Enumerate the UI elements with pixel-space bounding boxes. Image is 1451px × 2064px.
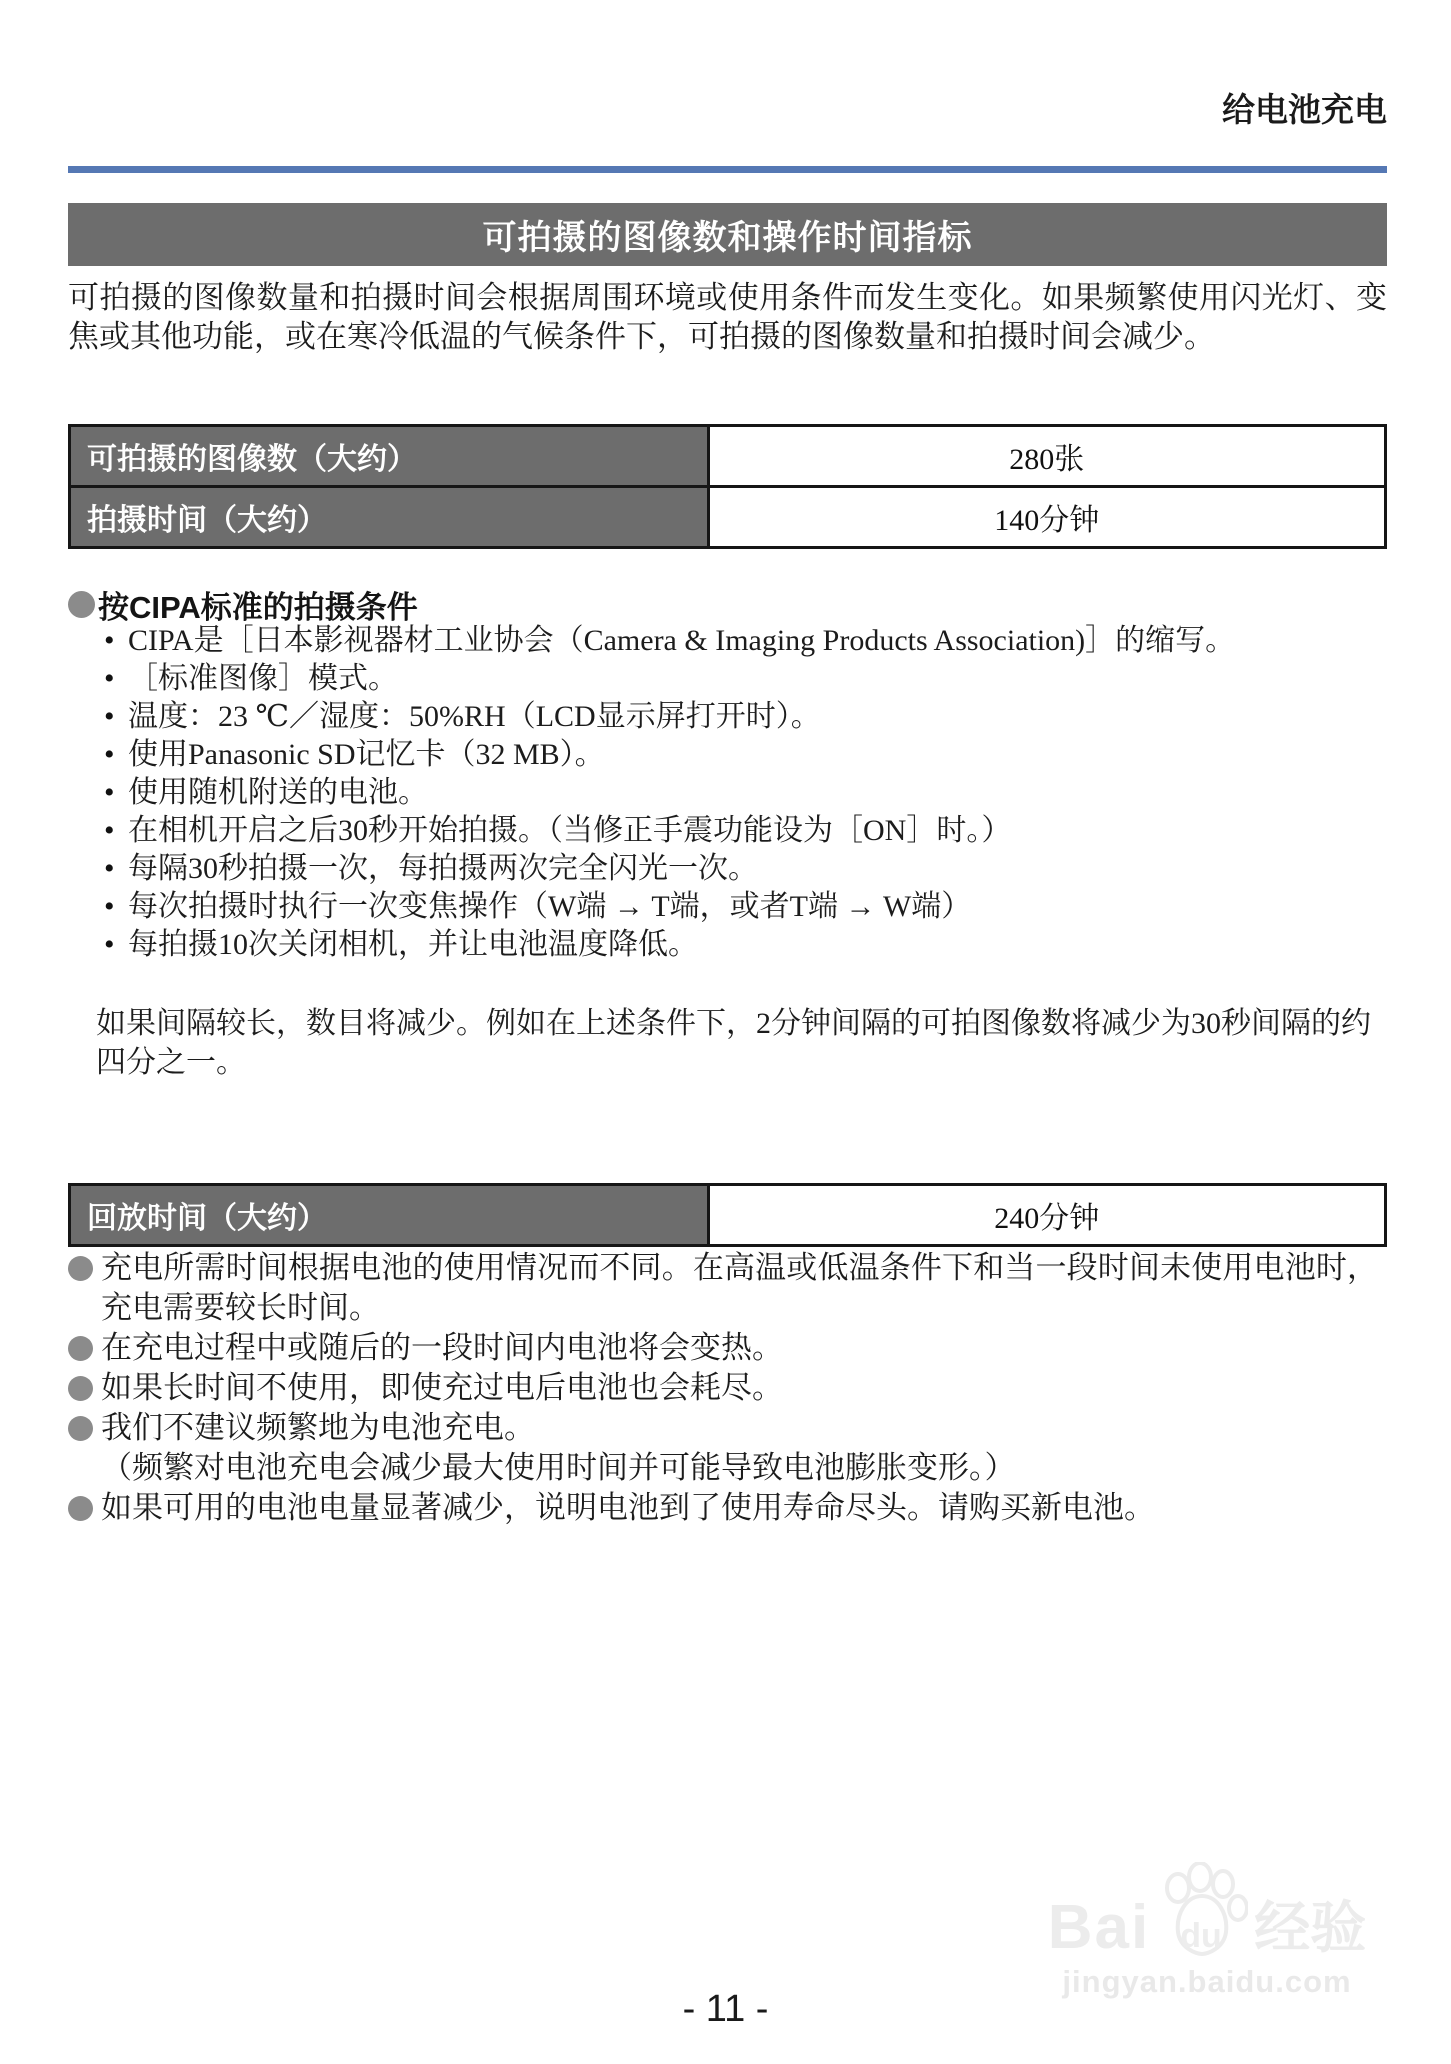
list-item: • 每次拍摄时执行一次变焦操作（W端 → T端，或者T端 → W端） — [102, 888, 1252, 926]
playback-spec-table — [68, 1183, 1387, 1247]
section-bullet-icon — [68, 591, 95, 618]
list-item — [68, 1368, 1378, 1408]
table-row — [70, 426, 1386, 487]
note-bullet-icon — [68, 1256, 93, 1281]
list-item — [68, 1248, 1378, 1328]
watermark-du-text: du — [1180, 1917, 1222, 1955]
table-row — [70, 487, 1386, 548]
intro-paragraph: 可拍摄的图像数量和拍摄时间会根据周围环境或使用条件而发生变化。如果频繁使用闪光灯、变焦或其他功能，或在寒冷低温的气候条件下，可拍摄的图像数量和拍摄时间会减少。 — [68, 280, 1387, 354]
list-item: • 使用Panasonic SD记忆卡（32 MB）。 — [102, 736, 1252, 774]
watermark-url: jingyan.baidu.com — [1062, 1964, 1352, 1999]
row-label-pictures: 可拍摄的图像数（大约） — [70, 426, 709, 487]
note-text: 我们不建议频繁地为电池充电。 — [101, 1410, 535, 1445]
note-bullet-icon — [68, 1376, 93, 1401]
watermark-cn-text: 经验 — [1254, 1896, 1367, 1959]
row-value-recording-time: 140分钟 — [708, 487, 1385, 548]
list-item: • 每隔30秒拍摄一次，每拍摄两次完全闪光一次。 — [102, 850, 1252, 888]
list-item: • 温度：23 ℃／湿度：50%RH（LCD显示屏打开时）。 — [102, 698, 1252, 736]
note-text: 如果可用的电池电量显著减少，说明电池到了使用寿命尽头。请购买新电池。 — [101, 1490, 1155, 1525]
row-value-playback-time: 240分钟 — [708, 1185, 1385, 1246]
note-bullet-icon — [68, 1496, 93, 1521]
list-item: • 使用随机附送的电池。 — [102, 774, 1252, 812]
baidu-paw-icon — [1156, 1862, 1248, 1958]
chapter-title: 给电池充电 — [1222, 91, 1387, 128]
list-item: • CIPA是［日本影视器材工业协会（Camera & Imaging Products Association)］的缩写。 — [102, 622, 1252, 660]
battery-notes-list — [68, 1248, 1378, 1528]
note-bullet-icon — [68, 1416, 93, 1441]
row-label-playback-time: 回放时间（大约） — [70, 1185, 709, 1246]
list-item: • 每拍摄10次关闭相机，并让电池温度降低。 — [102, 926, 1252, 964]
list-item — [68, 1328, 1378, 1368]
shooting-spec-table — [68, 424, 1387, 549]
cipa-conditions-list — [102, 622, 1252, 964]
note-text: 如果长时间不使用，即使充过电后电池也会耗尽。 — [101, 1370, 783, 1405]
row-label-recording-time: 拍摄时间（大约） — [70, 487, 709, 548]
note-subtext: （频繁对电池充电会减少最大使用时间并可能导致电池膨胀变形。） — [101, 1450, 1016, 1485]
page-number: - 11 - — [682, 1988, 769, 2030]
cipa-note: 如果间隔较长，数目将减少。例如在上述条件下，2分钟间隔的可拍图像数将减少为30秒间隔的约四分之一。 — [96, 1007, 1371, 1079]
list-item: • ［标准图像］模式。 — [102, 660, 1252, 698]
watermark-brand-text: Bai — [1047, 1893, 1151, 1962]
table-row — [70, 1185, 1386, 1246]
cipa-heading-label: 按CIPA标准的拍摄条件 — [98, 590, 418, 625]
cipa-conditions-heading — [68, 582, 418, 627]
header-divider-rule — [68, 166, 1387, 173]
note-text: 充电所需时间根据电池的使用情况而不同。在高温或低温条件下和当一段时间未使用电池时，充电需要较长时间。 — [101, 1250, 1378, 1325]
note-text: 在充电过程中或随后的一段时间内电池将会变热。 — [101, 1330, 783, 1365]
baidu-jingyan-watermark — [1037, 1862, 1377, 2000]
list-item — [68, 1408, 1378, 1488]
row-value-pictures: 280张 — [708, 426, 1385, 487]
note-bullet-icon — [68, 1336, 93, 1361]
section-title: 可拍摄的图像数和操作时间指标 — [482, 219, 973, 257]
list-item: • 在相机开启之后30秒开始拍摄。（当修正手震功能设为［ON］时。） — [102, 812, 1252, 850]
list-item — [68, 1488, 1378, 1528]
section-title-bar — [68, 203, 1387, 266]
